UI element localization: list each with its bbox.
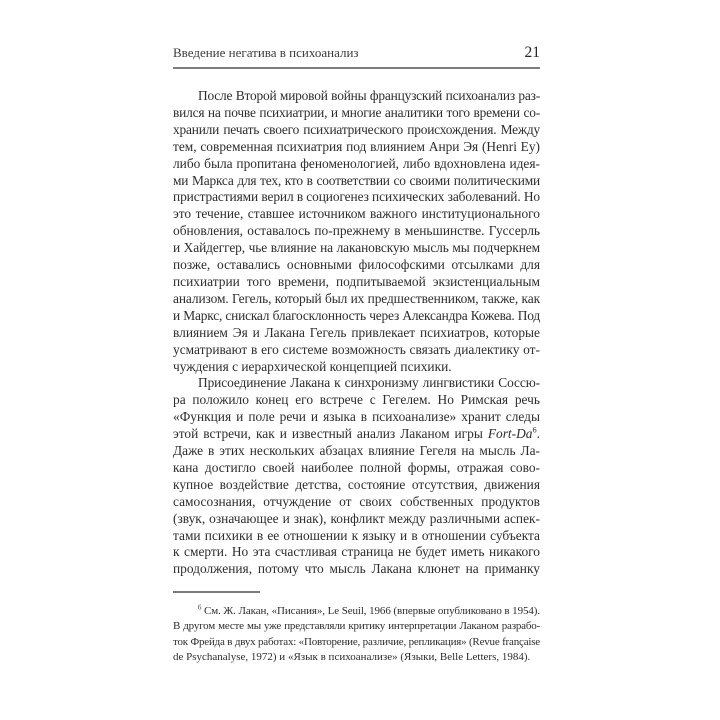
text-line: продолжения, потому что мысль Лакана клюнет на приманку (173, 561, 540, 577)
text-line: психиатрии того времени, подпитываемой экзистенциальным (173, 273, 540, 289)
footnote-line: ток Фрейда в двух работах: «Повторение, различие, репликация» (Revue française (173, 635, 540, 648)
text-line: После Второй мировой войны французский психоанализ раз- (198, 88, 540, 103)
text-line: либо была пропитана феноменологией, либо вдохновлена идея- (173, 155, 540, 171)
text-line: вился на почве психиатрии, и многие аналитики того времени со- (173, 104, 540, 120)
footnote-line: de Psychanalyse, 1972) и «Язык в психоанализе» (Языки, Belle Letters, 1984). (173, 650, 531, 663)
text-line: ми Маркса для тех, кто в соответствии со своими политическими (173, 172, 540, 188)
body-text (173, 88, 540, 578)
paragraph (173, 375, 540, 578)
text-line: Присоединение Лакана к синхронизму лингвистики Соссю- (198, 375, 540, 391)
text-line: купное воздействие детства, состояние отсутствия, движения (173, 476, 540, 492)
text-line: к смерти. Но эта счастливая страница не будет иметь никакого (173, 544, 540, 560)
footnote-line: В другом месте мы уже представляли критику интерпретации Лаканом разрабо- (173, 620, 540, 633)
text-line: тами психики в ее отношении к языку и в отношении субъекта (173, 527, 540, 543)
page-number: 21 (524, 44, 540, 61)
text-line: влиянием Эя и Лакана Гегель привлекает психиатров, которые (173, 324, 540, 340)
book-page (173, 0, 540, 665)
text-line: «Функция и поле речи и языка в психоанализе» хранит следы (173, 409, 540, 425)
footnote (173, 604, 540, 665)
text-line: хранили печать своего психиатрического происхождения. Между (173, 121, 540, 137)
running-title: Введение негатива в психоанализ (173, 45, 359, 60)
paragraph (173, 88, 540, 375)
text-line: и Хайдеггер, чье влияние на лакановскую мысль мы подчеркнем (173, 240, 540, 256)
text-line: тем, современная психиатрия под влиянием Анри Эя (Henri Ey) (173, 138, 540, 154)
text-line: обновления, оставалось по-прежнему в меньшинстве. Гуссерль (173, 223, 540, 239)
text-line: чуждения с иерархической концепцией психики. (173, 358, 452, 374)
text-line: Даже в этих нескольких абзацах влияние Гегеля на мысль Ла- (173, 443, 540, 459)
text-line: (звук, означающее и знак), конфликт между различными аспек- (173, 510, 540, 526)
text-line: пристрастиями верил в социогенез психических заболеваний. Но (173, 189, 540, 205)
text-line: усматривают в его системе возможность связать диалектику от- (173, 341, 540, 357)
text-line: позже, оставались основными философскими отсылками для (173, 257, 540, 273)
footnote-divider (173, 591, 260, 593)
text-line: кана достигло своей наиболее полной формы, отражая сово- (173, 459, 540, 475)
header-rule (173, 67, 540, 69)
text-line: и Маркс, снискал благосклонность через Александра Кожева. Под (173, 307, 540, 323)
text-line: этой встречи, как и известный анализ Лаканом игры Fort-Da$^6$. (173, 426, 540, 442)
page-header (173, 44, 540, 67)
paragraph (173, 604, 540, 665)
text-line: ра положило конец его встрече с Гегелем. Но Римская речь (173, 392, 540, 408)
text-line: самосознания, отчуждение от своих собственных продуктов (173, 493, 540, 509)
footnote-line: $^6$ См. Ж. Лакан, «Писания», Le Seuil, 1966 (впервые опубликовано в 1954). (198, 604, 540, 618)
text-line: это течение, ставшее источником важного институционального (173, 206, 540, 222)
text-line: анализом. Гегель, который был их предшественником, также, как (173, 290, 540, 306)
